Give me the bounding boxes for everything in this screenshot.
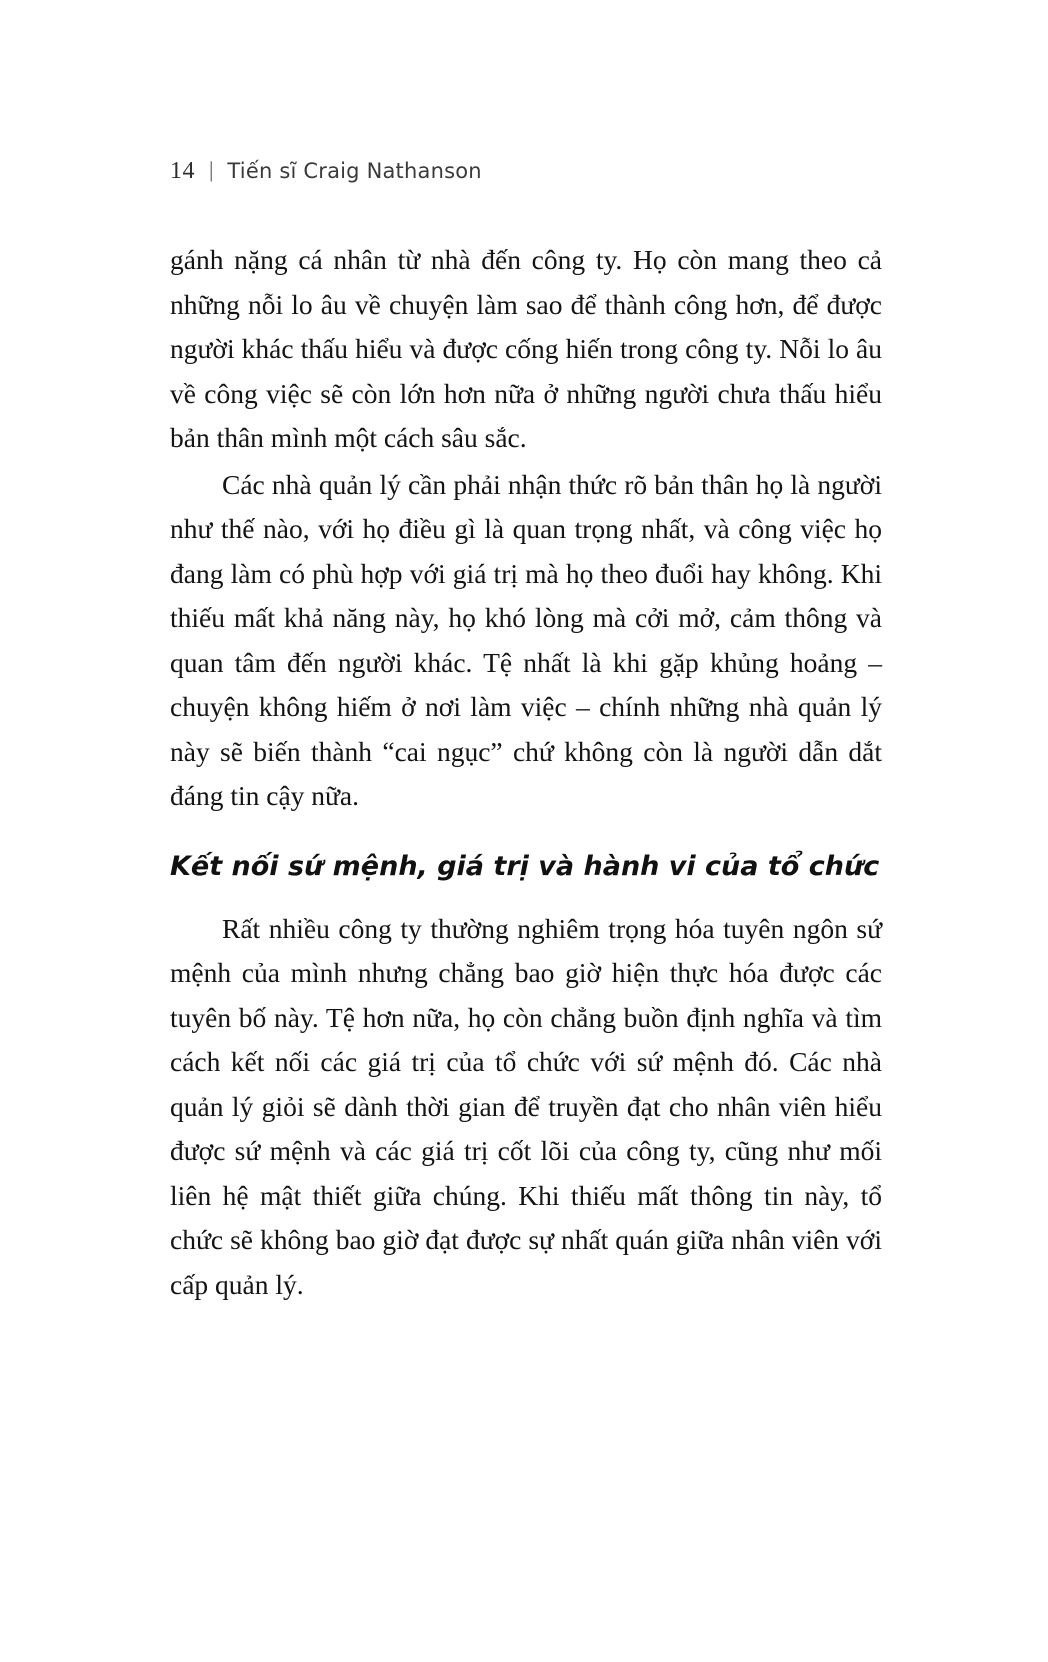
page-body [170,238,882,1309]
section-heading: Kết nối sứ mệnh, giá trị và hành vi của tổ chức [170,850,880,882]
page-number: 14 [170,158,195,184]
paragraph-managers-awareness: Các nhà quản lý cần phải nhận thức rõ bản thân họ là người như thế nào, với họ điều gì là quan trọng nhất, và công việc họ đang làm có phù hợp với giá trị mà họ theo đuổi hay không. Khi thiếu mất khả năng này, họ khó lòng mà cởi mở, cảm thông và quan tâm đến người khác. Tệ nhất là khi gặp khủng hoảng – chuyện không hiếm ở nơi làm việc – chính những nhà quản lý này sẽ biến thành “cai ngục” chứ không còn là người dẫn dắt đáng tin cậy nữa. [170,468,882,811]
paragraph-mission-values: Rất nhiều công ty thường nghiêm trọng hóa tuyên ngôn sứ mệnh của mình nhưng chẳng bao giờ hiện thực hóa được các tuyên bố này. Tệ hơn nữa, họ còn chẳng buồn định nghĩa và tìm cách kết nối các giá trị của tổ chức với sứ mệnh đó. Các nhà quản lý giỏi sẽ dành thời gian để truyền đạt cho nhân viên hiểu được sứ mệnh và các giá trị cốt lõi của công ty, cũng như mối liên hệ mật thiết giữa chúng. Khi thiếu mất thông tin này, tổ chức sẽ không bao giờ đạt được sự nhất quán giữa nhân viên với cấp quản lý. [170,912,882,1300]
paragraph-continuation: gánh nặng cá nhân từ nhà đến công ty. Họ còn mang theo cả những nỗi lo âu về chuyện làm sao để thành công hơn, để được người khác thấu hiểu và được cống hiến trong công ty. Nỗi lo âu về công việc sẽ còn lớn hơn nữa ở những người chưa thấu hiểu bản thân mình một cách sâu sắc. [170,244,882,453]
header-author: Tiến sĩ Craig Nathanson [227,159,482,183]
header-separator: | [209,157,214,182]
running-header [170,158,880,185]
